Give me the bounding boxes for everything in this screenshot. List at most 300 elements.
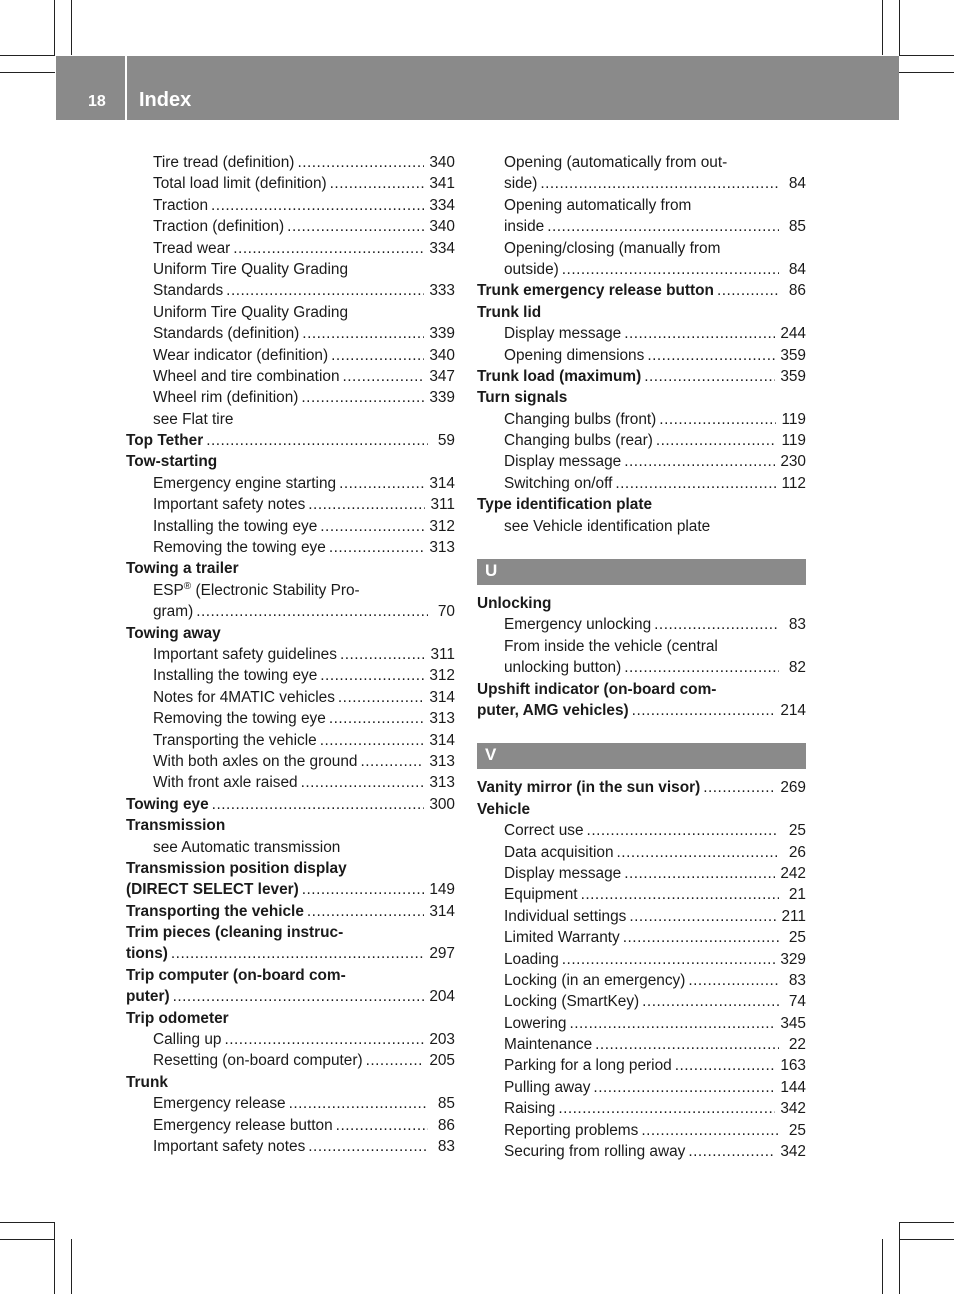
index-subentry — [477, 345, 806, 366]
entry-text: Securing from rolling away — [504, 1143, 686, 1161]
index-subentry — [126, 1050, 455, 1071]
index-subentry — [126, 730, 455, 751]
index-subentry — [126, 1115, 455, 1136]
crop-mark — [882, 0, 883, 55]
entry-text: Tow-starting — [126, 453, 218, 471]
index-subentry — [126, 259, 455, 280]
entry-line — [504, 1077, 806, 1098]
entry-line — [504, 949, 806, 970]
entry-line — [153, 173, 455, 194]
index-subentry — [477, 152, 806, 173]
page-ref[interactable]: 314 — [429, 731, 455, 749]
entry-line — [153, 152, 455, 173]
entry-line — [504, 1120, 806, 1141]
dot-leader — [233, 238, 424, 259]
index-subentry — [477, 173, 806, 194]
index-subentry — [126, 580, 455, 601]
entry-text: Traction — [153, 196, 209, 214]
index-entry — [477, 387, 806, 408]
page-ref[interactable]: 312 — [429, 517, 455, 535]
entry-line — [153, 537, 455, 558]
dot-leader — [547, 216, 779, 237]
page-ref[interactable]: 25 — [788, 822, 806, 840]
index-entry — [126, 965, 455, 986]
page-ref[interactable]: 359 — [780, 346, 806, 364]
page-ref[interactable]: 230 — [780, 453, 806, 471]
index-entry — [126, 558, 455, 579]
entry-text: gram) — [153, 603, 194, 621]
entry-text: Raising — [504, 1100, 556, 1118]
index-subentry — [126, 644, 455, 665]
index-subentry — [477, 906, 806, 927]
entry-text-part: ESP — [153, 581, 184, 599]
entry-text: Towing eye — [126, 795, 209, 813]
page-ref[interactable]: 82 — [788, 659, 806, 677]
entry-text: Upshift indicator (on-board com- — [477, 680, 717, 698]
entry-text: Transporting the vehicle — [153, 731, 317, 749]
dot-leader — [624, 451, 775, 472]
page-ref[interactable]: 347 — [429, 367, 455, 385]
entry-text: Turn signals — [477, 389, 568, 407]
entry-text: side) — [504, 175, 538, 193]
index-subentry — [126, 516, 455, 537]
page-ref[interactable]: 119 — [781, 410, 806, 428]
entry-line — [504, 863, 806, 884]
entry-line — [153, 323, 455, 344]
crop-mark — [54, 0, 55, 55]
entry-text: Installing the towing eye — [153, 667, 318, 685]
entry-line — [504, 927, 806, 948]
entry-line — [153, 516, 455, 537]
entry-text: Standards — [153, 282, 224, 300]
page-ref[interactable]: 244 — [780, 325, 806, 343]
entry-text: Type identification plate — [477, 496, 653, 514]
entry-text: Total load limit (definition) — [153, 175, 327, 193]
index-subentry — [477, 238, 806, 259]
dot-leader — [623, 927, 779, 948]
page-ref[interactable]: 149 — [429, 881, 455, 899]
dot-leader — [339, 473, 424, 494]
dot-leader — [320, 730, 425, 751]
index-subentry — [477, 842, 806, 863]
page-ref[interactable]: 314 — [429, 688, 455, 706]
page-ref[interactable]: 333 — [429, 282, 455, 300]
index-entry — [126, 858, 455, 879]
entry-text: Traction (definition) — [153, 218, 285, 236]
entry-text: Uniform Tire Quality Grading — [153, 260, 349, 278]
entry-text: Important safety guidelines — [153, 645, 337, 663]
entry-text: Opening dimensions — [504, 346, 645, 364]
page-ref[interactable]: 86 — [788, 282, 806, 300]
index-entry — [477, 700, 806, 721]
entry-text — [153, 582, 360, 599]
page-ref[interactable]: 74 — [788, 993, 806, 1011]
header-divider — [125, 56, 127, 120]
dot-leader — [595, 1034, 779, 1055]
page-ref[interactable]: 85 — [437, 1095, 455, 1113]
page-ref[interactable]: 314 — [429, 902, 455, 920]
index-entry — [126, 986, 455, 1007]
page-title: Index — [139, 89, 192, 111]
entry-text: Installing the towing eye — [153, 517, 318, 535]
entry-text: Display message — [504, 864, 622, 882]
page-ref[interactable]: 163 — [780, 1057, 806, 1075]
entry-line — [126, 879, 455, 900]
index-entry — [126, 1008, 455, 1029]
entry-line — [153, 195, 455, 216]
dot-leader — [360, 751, 424, 772]
index-subentry — [477, 430, 806, 451]
entry-text: Wear indicator (definition) — [153, 346, 329, 364]
dot-leader — [308, 494, 425, 515]
entry-line — [153, 708, 455, 729]
page-ref[interactable]: 85 — [788, 218, 806, 236]
section-letter: V — [477, 743, 806, 769]
index-subentry — [477, 927, 806, 948]
page-ref[interactable]: 340 — [429, 346, 455, 364]
entry-line — [153, 1050, 455, 1071]
page-ref[interactable]: 342 — [780, 1100, 806, 1118]
entry-text: puter, AMG vehicles) — [477, 701, 629, 719]
dot-leader — [330, 173, 425, 194]
index-entry — [126, 451, 455, 472]
page-ref[interactable]: 84 — [788, 260, 806, 278]
page-ref[interactable]: 119 — [781, 432, 806, 450]
dot-leader — [226, 280, 424, 301]
crop-mark — [882, 1239, 883, 1294]
dot-leader — [212, 794, 425, 815]
entry-text: tions) — [126, 945, 168, 963]
dot-leader — [343, 366, 425, 387]
dot-leader — [644, 366, 775, 387]
entry-line — [153, 366, 455, 387]
index-entry — [126, 901, 455, 922]
entry-text: Transmission — [126, 817, 226, 835]
dot-leader — [642, 991, 779, 1012]
entry-line — [504, 1034, 806, 1055]
crop-mark — [899, 0, 900, 55]
entry-text: Unlocking — [477, 595, 552, 613]
entry-text: Emergency engine starting — [153, 474, 337, 492]
entry-line — [504, 409, 806, 430]
dot-leader — [562, 949, 776, 970]
entry-text: inside — [504, 218, 545, 236]
index-entry — [477, 593, 806, 614]
entry-line — [126, 430, 455, 451]
entry-line — [153, 751, 455, 772]
page-ref[interactable]: 312 — [429, 667, 455, 685]
entry-text: see Flat tire — [153, 410, 234, 428]
page-ref[interactable]: 144 — [780, 1078, 806, 1096]
entry-text-part: (Electronic Stability Pro- — [191, 581, 360, 599]
page-ref[interactable]: 297 — [429, 945, 455, 963]
index-entry — [477, 494, 806, 515]
page-ref[interactable]: 112 — [781, 474, 806, 492]
index-subentry — [126, 1136, 455, 1157]
dot-leader — [302, 323, 424, 344]
entry-text: Wheel and tire combination — [153, 367, 340, 385]
index-subentry — [126, 216, 455, 237]
dot-leader — [717, 280, 779, 301]
page-ref[interactable]: 26 — [788, 843, 806, 861]
page-ref[interactable]: 311 — [430, 496, 455, 514]
page-ref[interactable]: 334 — [429, 196, 455, 214]
crop-mark — [899, 55, 954, 56]
entry-line — [477, 366, 806, 387]
dot-leader — [307, 901, 424, 922]
index-subentry — [477, 1098, 806, 1119]
dot-leader — [301, 387, 424, 408]
dot-leader — [366, 1050, 425, 1071]
dot-leader — [581, 884, 779, 905]
entry-line — [504, 259, 806, 280]
index-column-left — [126, 152, 455, 1157]
index-subentry — [126, 366, 455, 387]
entry-text: Towing away — [126, 624, 221, 642]
page-ref[interactable]: 300 — [429, 795, 455, 813]
entry-text: Trunk load (maximum) — [477, 367, 642, 385]
page-ref[interactable]: 342 — [780, 1143, 806, 1161]
page-ref[interactable]: 83 — [788, 616, 806, 634]
dot-leader — [329, 708, 424, 729]
entry-text: Display message — [504, 453, 622, 471]
entry-line — [504, 323, 806, 344]
crop-mark — [0, 1222, 55, 1223]
entry-line — [504, 473, 806, 494]
index-entry — [126, 922, 455, 943]
entry-line — [153, 730, 455, 751]
entry-line — [153, 345, 455, 366]
index-entry — [477, 679, 806, 700]
page-ref[interactable]: 25 — [788, 1121, 806, 1139]
entry-text: Individual settings — [504, 907, 627, 925]
entry-line — [126, 901, 455, 922]
crop-mark — [71, 1239, 72, 1294]
entry-line — [477, 777, 806, 798]
entry-text: Trip odometer — [126, 1009, 229, 1027]
page-ref[interactable]: 204 — [429, 988, 455, 1006]
entry-line — [126, 794, 455, 815]
dot-leader — [624, 657, 779, 678]
page-ref[interactable]: 313 — [429, 539, 455, 557]
entry-text: see Automatic transmission — [153, 838, 341, 856]
entry-text: Removing the towing eye — [153, 539, 326, 557]
page-ref[interactable]: 329 — [780, 950, 806, 968]
entry-line — [504, 842, 806, 863]
index-entry — [477, 280, 806, 301]
entry-line — [153, 1093, 455, 1114]
entry-text: Trim pieces (cleaning instruc- — [126, 924, 344, 942]
entry-line — [504, 657, 806, 678]
index-entry — [126, 815, 455, 836]
entry-text: Tread wear — [153, 239, 231, 257]
dot-leader — [340, 644, 426, 665]
index-subentry — [126, 473, 455, 494]
entry-text: Trip computer (on-board com- — [126, 966, 346, 984]
index-subentry — [126, 837, 455, 858]
entry-text: Towing a trailer — [126, 560, 239, 578]
entry-text: Vehicle — [477, 800, 531, 818]
dot-leader — [287, 216, 424, 237]
dot-leader — [336, 1115, 428, 1136]
index-subentry — [477, 657, 806, 678]
page-ref[interactable]: 83 — [437, 1137, 455, 1155]
page-ref[interactable]: 22 — [788, 1036, 806, 1054]
entry-text: Changing bulbs (rear) — [504, 432, 653, 450]
dot-leader — [624, 323, 775, 344]
crop-mark — [71, 0, 72, 55]
index-subentry — [126, 687, 455, 708]
dot-leader — [624, 863, 775, 884]
entry-text: see Vehicle identification plate — [504, 517, 711, 535]
page-ref[interactable]: 205 — [429, 1052, 455, 1070]
entry-text: Transmission position display — [126, 859, 347, 877]
dot-leader — [647, 345, 775, 366]
index-subentry — [477, 1055, 806, 1076]
index-subentry — [477, 884, 806, 905]
page-ref[interactable]: 242 — [780, 864, 806, 882]
index-entry — [126, 879, 455, 900]
entry-line — [504, 820, 806, 841]
entry-text: Top Tether — [126, 432, 204, 450]
index-subentry — [126, 708, 455, 729]
page-ref[interactable]: 214 — [780, 701, 806, 719]
registered-mark: ® — [183, 580, 192, 592]
page-ref[interactable]: 313 — [429, 710, 455, 728]
entry-text: Switching on/off — [504, 474, 613, 492]
index-entry — [126, 1072, 455, 1093]
entry-line — [504, 430, 806, 451]
index-subentry — [126, 302, 455, 323]
entry-line — [504, 906, 806, 927]
page-ref[interactable]: 25 — [788, 929, 806, 947]
index-subentry — [477, 820, 806, 841]
crop-mark — [899, 1239, 954, 1240]
index-subentry — [477, 991, 806, 1012]
index-subentry — [126, 537, 455, 558]
section-letter: U — [477, 559, 806, 585]
page-ref[interactable]: 313 — [429, 774, 455, 792]
crop-mark — [899, 72, 954, 73]
entry-text: Important safety notes — [153, 496, 306, 514]
entry-line — [153, 772, 455, 793]
index-entry — [126, 943, 455, 964]
entry-line — [126, 943, 455, 964]
entry-text: Locking (in an emergency) — [504, 971, 686, 989]
page-ref[interactable]: 59 — [437, 432, 455, 450]
index-subentry — [477, 1034, 806, 1055]
dot-leader — [675, 1055, 776, 1076]
page-ref[interactable]: 340 — [429, 154, 455, 171]
entry-text: Equipment — [504, 886, 578, 904]
page-ref[interactable]: 340 — [429, 218, 455, 236]
index-subentry — [126, 665, 455, 686]
page-ref[interactable]: 84 — [788, 175, 806, 193]
page-ref[interactable]: 70 — [437, 603, 455, 621]
dot-leader — [206, 430, 428, 451]
page-ref[interactable]: 345 — [780, 1014, 806, 1032]
index-subentry — [477, 473, 806, 494]
dot-leader — [688, 1141, 775, 1162]
page-ref[interactable]: 339 — [429, 389, 455, 407]
entry-text: Vanity mirror (in the sun visor) — [477, 779, 701, 797]
entry-line — [477, 280, 806, 301]
dot-leader — [688, 970, 779, 991]
entry-line — [153, 216, 455, 237]
index-entry — [126, 623, 455, 644]
entry-text: Maintenance — [504, 1036, 593, 1054]
dot-leader — [338, 687, 424, 708]
page-ref[interactable]: 86 — [437, 1116, 455, 1134]
page-header — [56, 56, 899, 120]
entry-text: Trunk emergency release button — [477, 282, 714, 300]
crop-mark — [899, 1222, 900, 1294]
entry-text: Wheel rim (definition) — [153, 389, 299, 407]
index-subentry — [126, 195, 455, 216]
entry-text: Trunk lid — [477, 303, 542, 321]
entry-line — [504, 1098, 806, 1119]
page-ref[interactable]: 334 — [429, 239, 455, 257]
entry-line — [504, 970, 806, 991]
dot-leader — [617, 842, 779, 863]
dot-leader — [656, 430, 777, 451]
entry-line — [504, 1055, 806, 1076]
page-ref[interactable]: 269 — [780, 779, 806, 797]
entry-line — [504, 173, 806, 194]
entry-line — [504, 1013, 806, 1034]
entry-text: (DIRECT SELECT lever) — [126, 881, 299, 899]
index-subentry — [477, 259, 806, 280]
entry-text: Correct use — [504, 822, 584, 840]
entry-text: Limited Warranty — [504, 929, 620, 947]
dot-leader — [211, 195, 424, 216]
entry-line — [153, 601, 455, 622]
page-ref[interactable]: 359 — [780, 367, 806, 385]
page-ref[interactable]: 311 — [430, 645, 455, 663]
dot-leader — [587, 820, 779, 841]
entry-text: With both axles on the ground — [153, 752, 358, 770]
entry-text: puter) — [126, 988, 170, 1006]
index-subentry — [126, 152, 455, 173]
index-subentry — [477, 863, 806, 884]
dot-leader — [320, 665, 424, 686]
index-subentry — [126, 601, 455, 622]
entry-text: Emergency release — [153, 1095, 286, 1113]
entry-text: outside) — [504, 260, 559, 278]
entry-text: Pulling away — [504, 1078, 591, 1096]
entry-text: Emergency release button — [153, 1116, 333, 1134]
page-ref[interactable]: 203 — [429, 1031, 455, 1049]
entry-line — [153, 1029, 455, 1050]
dot-leader — [297, 152, 424, 173]
index-subentry — [477, 1141, 806, 1162]
page-ref[interactable]: 83 — [788, 971, 806, 989]
entry-line — [153, 687, 455, 708]
index-subentry — [477, 636, 806, 657]
page-ref[interactable]: 341 — [429, 175, 455, 193]
page-ref[interactable]: 313 — [429, 752, 455, 770]
entry-line — [504, 991, 806, 1012]
index-entry — [477, 777, 806, 798]
page-ref[interactable]: 339 — [429, 325, 455, 343]
entry-line — [153, 387, 455, 408]
dot-leader — [320, 516, 424, 537]
crop-mark — [54, 1222, 55, 1294]
page-ref[interactable]: 314 — [429, 474, 455, 492]
page-ref[interactable]: 21 — [788, 886, 806, 904]
index-subentry — [126, 494, 455, 515]
page-ref[interactable]: 211 — [781, 907, 806, 925]
